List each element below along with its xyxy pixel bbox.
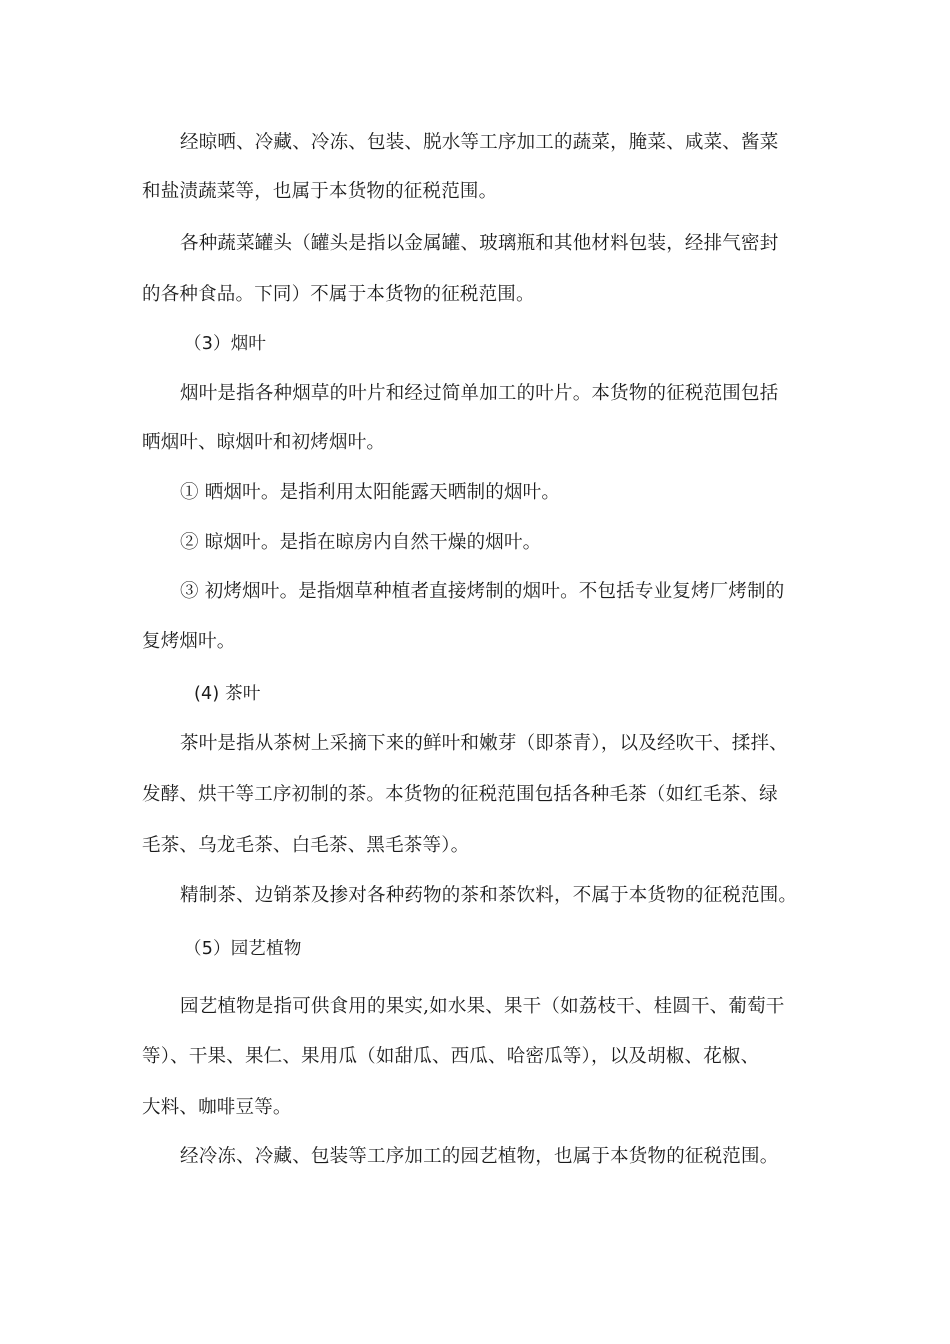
paragraph-line: 经晾晒、冷藏、冷冻、包装、脱水等工序加工的蔬菜，腌菜、咸菜、酱菜 [180,132,779,153]
paragraph-line: 的各种食品。下同）不属于本货物的征税范围。 [142,284,535,305]
paragraph-line: 经冷冻、冷藏、包装等工序加工的园艺植物，也属于本货物的征税范围。 [180,1146,779,1167]
list-item-flue-cured: ③ 初烤烟叶。是指烟草种植者直接烤制的烟叶。不包括专业复烤厂烤制的 [180,581,785,602]
paragraph-line: 等）、干果、果仁、果用瓜（如甜瓜、西瓜、哈密瓜等），以及胡椒、花椒、 [142,1046,760,1067]
paragraph-line: 大料、咖啡豆等。 [142,1097,292,1118]
paragraph-line: 各种蔬菜罐头（罐头是指以金属罐、玻璃瓶和其他材料包装，经排气密封 [180,233,779,254]
list-item-sun-cured: ① 晒烟叶。是指利用太阳能露天晒制的烟叶。 [180,482,561,503]
paragraph-line: 烟叶是指各种烟草的叶片和经过简单加工的叶片。本货物的征税范围包括 [180,383,779,404]
paragraph-line: 发酵、烘干等工序初制的茶。本货物的征税范围包括各种毛茶（如红毛茶、绿 [142,784,778,805]
paragraph-line: 毛茶、乌龙毛茶、白毛茶、黑毛茶等）。 [142,835,470,856]
paragraph-line: 茶叶是指从茶树上采摘下来的鲜叶和嫩芽（即茶青），以及经吹干、揉拌、 [180,733,788,754]
section-heading-tobacco: （3）烟叶 [184,334,267,354]
section-heading-tea: (4) 茶叶 [194,684,261,704]
paragraph-line: 和盐渍蔬菜等，也属于本货物的征税范围。 [142,181,498,202]
paragraph-line: 精制茶、边销茶及掺对各种药物的茶和茶饮料，不属于本货物的征税范围。 [180,885,798,906]
paragraph-line: 晒烟叶、晾烟叶和初烤烟叶。 [142,432,386,453]
paragraph-line: 园艺植物是指可供食用的果实,如水果、果干（如荔枝干、桂圆干、葡萄干 [180,996,785,1017]
section-heading-horticulture: （5）园艺植物 [184,939,302,959]
list-item-air-cured: ② 晾烟叶。是指在晾房内自然干燥的烟叶。 [180,532,542,553]
paragraph-line: 复烤烟叶。 [142,631,236,652]
